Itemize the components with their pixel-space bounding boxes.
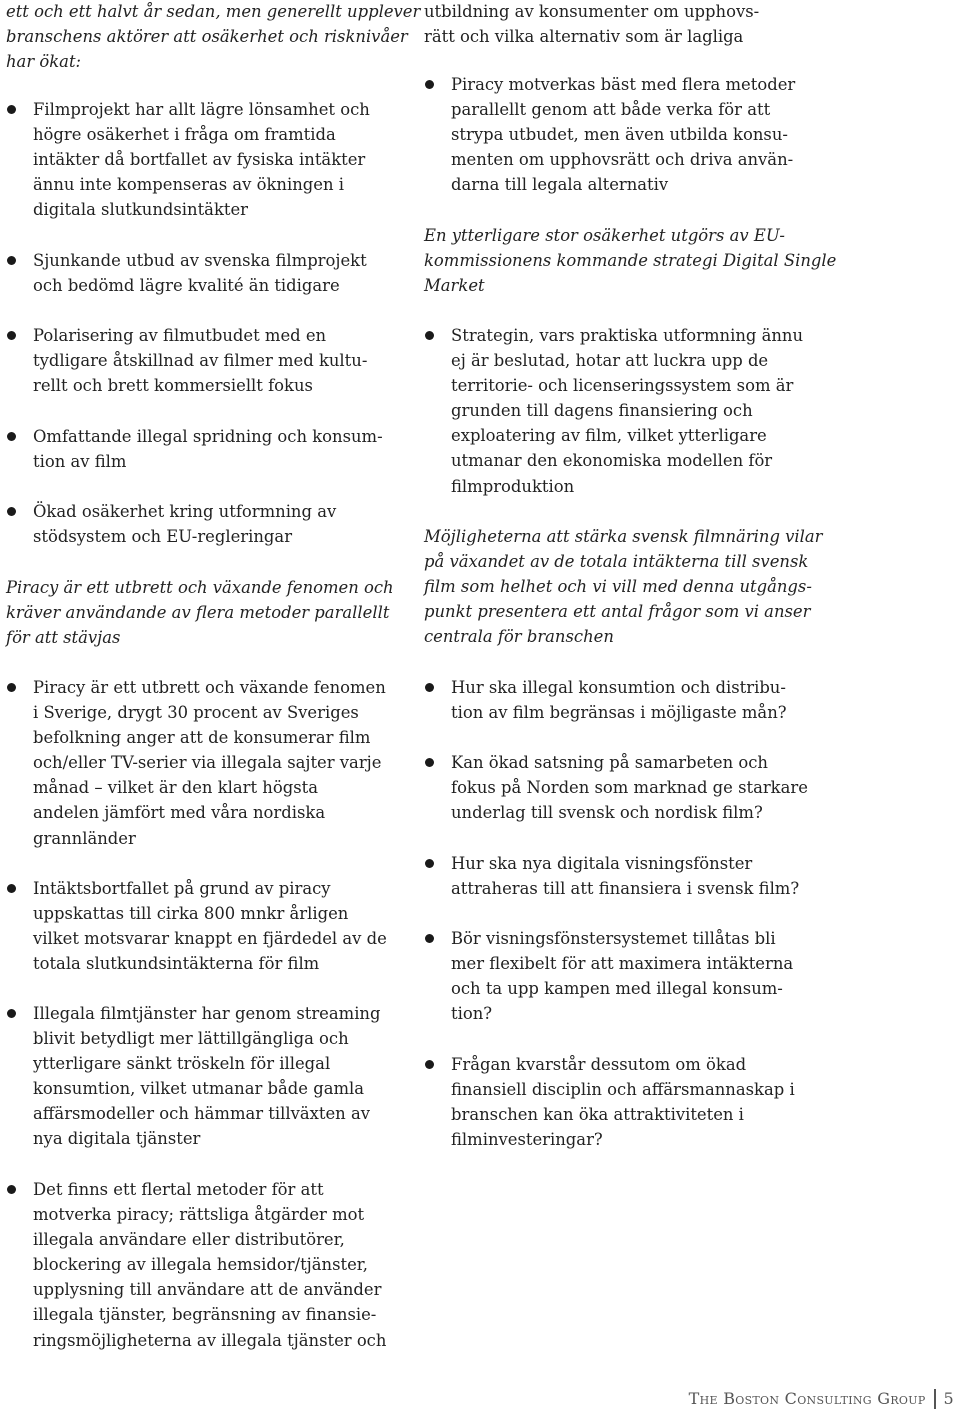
bullet-item bbox=[424, 750, 824, 825]
text-line: intäkter då bortfallet av fysiska intäkter bbox=[33, 150, 366, 170]
text-line: andelen jämfört med våra nordiska bbox=[33, 803, 326, 823]
text-line: Piracy motverkas bäst med flera metoder bbox=[451, 75, 796, 94]
text-line: Strategin, vars praktiska utformning ännu bbox=[451, 326, 804, 345]
text-line: Omfattande illegal spridning och konsum- bbox=[33, 427, 383, 446]
text-line: Market bbox=[424, 276, 485, 296]
bullet-dot-icon bbox=[425, 80, 434, 89]
bullet-item bbox=[424, 72, 824, 197]
text-line: ytterligare sänkt tröskeln för illegal bbox=[33, 1054, 331, 1074]
bullet-dot-icon bbox=[7, 1185, 16, 1194]
bullet-dot-icon bbox=[7, 683, 16, 692]
text-line: Illegala filmtjänster har genom streaming bbox=[33, 1004, 381, 1023]
text-line: finansiell disciplin och affärsmannaskap i bbox=[451, 1080, 795, 1100]
italic-subheading bbox=[6, 0, 421, 74]
text-line: mer flexibelt för att maximera intäkterna bbox=[451, 954, 794, 974]
text-line: film som helhet och vi vill med denna utgångs- bbox=[424, 577, 812, 597]
text-line: punkt presentera ett antal frågor som vi anser bbox=[424, 602, 811, 622]
footer-separator bbox=[934, 1389, 936, 1409]
text-line: ringsmöjligheterna av illegala tjänster och bbox=[33, 1330, 387, 1350]
text-line: ännu inte kompenseras av ökningen i bbox=[33, 175, 344, 195]
text-line: Frågan kvarstår dessutom om ökad bbox=[451, 1055, 747, 1074]
bullet-dot-icon bbox=[425, 683, 434, 692]
footer-company-name: The Boston Consulting Group bbox=[688, 1389, 926, 1408]
text-line: illegala tjänster, begränsning av finansie- bbox=[33, 1305, 377, 1325]
text-line: filminvesteringar? bbox=[451, 1130, 603, 1150]
text-line: utmanar den ekonomiska modellen för bbox=[451, 451, 773, 471]
italic-subheading bbox=[424, 524, 824, 649]
text-line: ej är beslutad, hotar att luckra upp de bbox=[451, 351, 769, 371]
text-line: rätt och vilka alternativ som är lagliga bbox=[424, 27, 744, 47]
text-line: Piracy är ett utbrett och växande fenomen bbox=[33, 678, 386, 697]
bullet-item bbox=[6, 424, 404, 474]
bullet-dot-icon bbox=[7, 105, 16, 114]
text-line: på växandet av de totala intäkterna till svensk bbox=[424, 552, 809, 572]
text-line: högre osäkerhet i fråga om framtida bbox=[33, 125, 336, 145]
text-line: Möjligheterna att stärka svensk filmnäring vilar bbox=[424, 527, 823, 546]
text-line: Ökad osäkerhet kring utformning av bbox=[33, 502, 337, 521]
text-line: grunden till dagens finansiering och bbox=[451, 401, 753, 421]
text-line: filmproduktion bbox=[451, 476, 575, 496]
text-line: kommissionens kommande strategi Digital Single bbox=[424, 251, 837, 271]
text-line: och bedömd lägre kvalité än tidigare bbox=[33, 276, 340, 296]
bullet-item bbox=[424, 323, 824, 499]
text-line: parallellt genom att både verka för att bbox=[451, 100, 771, 120]
text-line: Hur ska nya digitala visningsfönster bbox=[451, 854, 753, 873]
italic-subheading bbox=[424, 223, 837, 298]
text-line: grannländer bbox=[33, 828, 136, 848]
text-line: affärsmodeller och hämmar tillväxten av bbox=[33, 1104, 370, 1124]
text-line: Kan ökad satsning på samarbeten och bbox=[451, 753, 768, 772]
text-line: stödsystem och EU-regleringar bbox=[33, 527, 293, 547]
bullet-dot-icon bbox=[7, 331, 16, 340]
bullet-dot-icon bbox=[7, 256, 16, 265]
page-footer bbox=[689, 1389, 954, 1411]
text-line: Hur ska illegal konsumtion och distribu- bbox=[451, 678, 786, 697]
bullet-dot-icon bbox=[425, 331, 434, 340]
text-line: menten om upphovsrätt och driva använ- bbox=[451, 150, 794, 170]
bullet-dot-icon bbox=[425, 758, 434, 767]
text-line: motverka piracy; rättsliga åtgärder mot bbox=[33, 1205, 365, 1225]
text-line: totala slutkundsintäkterna för film bbox=[33, 954, 320, 974]
text-line: Sjunkande utbud av svenska filmprojekt bbox=[33, 251, 367, 270]
text-line: har ökat: bbox=[6, 52, 82, 72]
bullet-item bbox=[6, 1001, 404, 1152]
text-line: branschens aktörer att osäkerhet och risknivåer bbox=[6, 27, 408, 47]
text-line: illegala användare eller distributörer, bbox=[33, 1230, 345, 1250]
text-line: darna till legala alternativ bbox=[451, 175, 669, 195]
italic-subheading bbox=[6, 575, 404, 650]
text-line: och ta upp kampen med illegal konsum- bbox=[451, 979, 783, 999]
text-line: rellt och brett kommersiellt fokus bbox=[33, 376, 313, 396]
text-line: Intäktsbortfallet på grund av piracy bbox=[33, 879, 331, 898]
text-line: Piracy är ett utbrett och växande fenomen och bbox=[6, 578, 394, 597]
text-line: konsumtion, vilket utmanar både gamla bbox=[33, 1079, 365, 1099]
text-line: centrala för branschen bbox=[424, 627, 614, 647]
text-line: vilket motsvarar knappt en fjärdedel av de bbox=[33, 929, 387, 949]
bullet-item bbox=[424, 926, 824, 1026]
bullet-dot-icon bbox=[425, 859, 434, 868]
text-line: tydligare åtskillnad av filmer med kultu- bbox=[33, 351, 368, 371]
text-line: digitala slutkundsintäkter bbox=[33, 200, 249, 220]
text-line: strypa utbudet, men även utbilda konsu- bbox=[451, 125, 788, 145]
text-line: tion av film begränsas i möjligaste mån? bbox=[451, 703, 787, 723]
bullet-item bbox=[424, 1052, 824, 1152]
text-line: nya digitala tjänster bbox=[33, 1129, 201, 1149]
bullet-dot-icon bbox=[7, 432, 16, 441]
text-line: territorie- och licenseringssystem som är bbox=[451, 376, 794, 396]
text-line: Filmprojekt har allt lägre lönsamhet och bbox=[33, 100, 370, 119]
text-line: befolkning anger att de konsumerar film bbox=[33, 728, 371, 748]
bullet-dot-icon bbox=[7, 507, 16, 516]
bullet-item bbox=[424, 675, 824, 725]
text-line: branschen kan öka attraktiviteten i bbox=[451, 1105, 744, 1125]
text-line: blockering av illegala hemsidor/tjänster, bbox=[33, 1255, 369, 1275]
bullet-dot-icon bbox=[7, 884, 16, 893]
text-line: blivit betydligt mer lättillgängliga och bbox=[33, 1029, 349, 1049]
text-line: Det finns ett flertal metoder för att bbox=[33, 1180, 324, 1199]
text-line: tion? bbox=[451, 1004, 493, 1024]
text-line: uppskattas till cirka 800 mnkr årligen bbox=[33, 904, 349, 924]
text-line: exploatering av film, vilket ytterligare bbox=[451, 426, 767, 446]
bullet-item bbox=[6, 1177, 404, 1353]
text-line: i Sverige, drygt 30 procent av Sveriges bbox=[33, 703, 359, 723]
text-line: kräver användande av flera metoder parallellt bbox=[6, 603, 390, 623]
text-line: Bör visningsfönstersystemet tillåtas bli bbox=[451, 929, 776, 948]
bullet-dot-icon bbox=[425, 934, 434, 943]
text-line: underlag till svensk och nordisk film? bbox=[451, 803, 763, 823]
bullet-item bbox=[6, 323, 404, 398]
bullet-item bbox=[6, 675, 404, 851]
text-line: ett och ett halvt år sedan, men generellt upplever bbox=[6, 2, 421, 21]
bullet-item bbox=[6, 248, 404, 298]
continued-paragraph bbox=[424, 0, 824, 49]
bullet-item bbox=[6, 97, 404, 222]
text-line: för att stävjas bbox=[6, 628, 121, 648]
text-line: attraheras till att finansiera i svensk film? bbox=[451, 879, 800, 899]
text-line: och/eller TV-serier via illegala sajter varje bbox=[33, 753, 382, 773]
text-line: upplysning till användare att de använder bbox=[33, 1280, 382, 1300]
page-number: 5 bbox=[943, 1389, 954, 1408]
text-line: utbildning av konsumenter om upphovs- bbox=[424, 2, 760, 21]
text-line: En ytterligare stor osäkerhet utgörs av EU- bbox=[424, 226, 785, 245]
text-line: månad – vilket är den klart högsta bbox=[33, 778, 318, 798]
text-line: fokus på Norden som marknad ge starkare bbox=[451, 778, 808, 798]
bullet-item bbox=[424, 851, 824, 901]
bullet-dot-icon bbox=[425, 1060, 434, 1069]
text-line: Polarisering av filmutbudet med en bbox=[33, 326, 327, 345]
bullet-item bbox=[6, 499, 404, 549]
text-line: tion av film bbox=[33, 452, 127, 472]
bullet-dot-icon bbox=[7, 1009, 16, 1018]
bullet-item bbox=[6, 876, 404, 976]
